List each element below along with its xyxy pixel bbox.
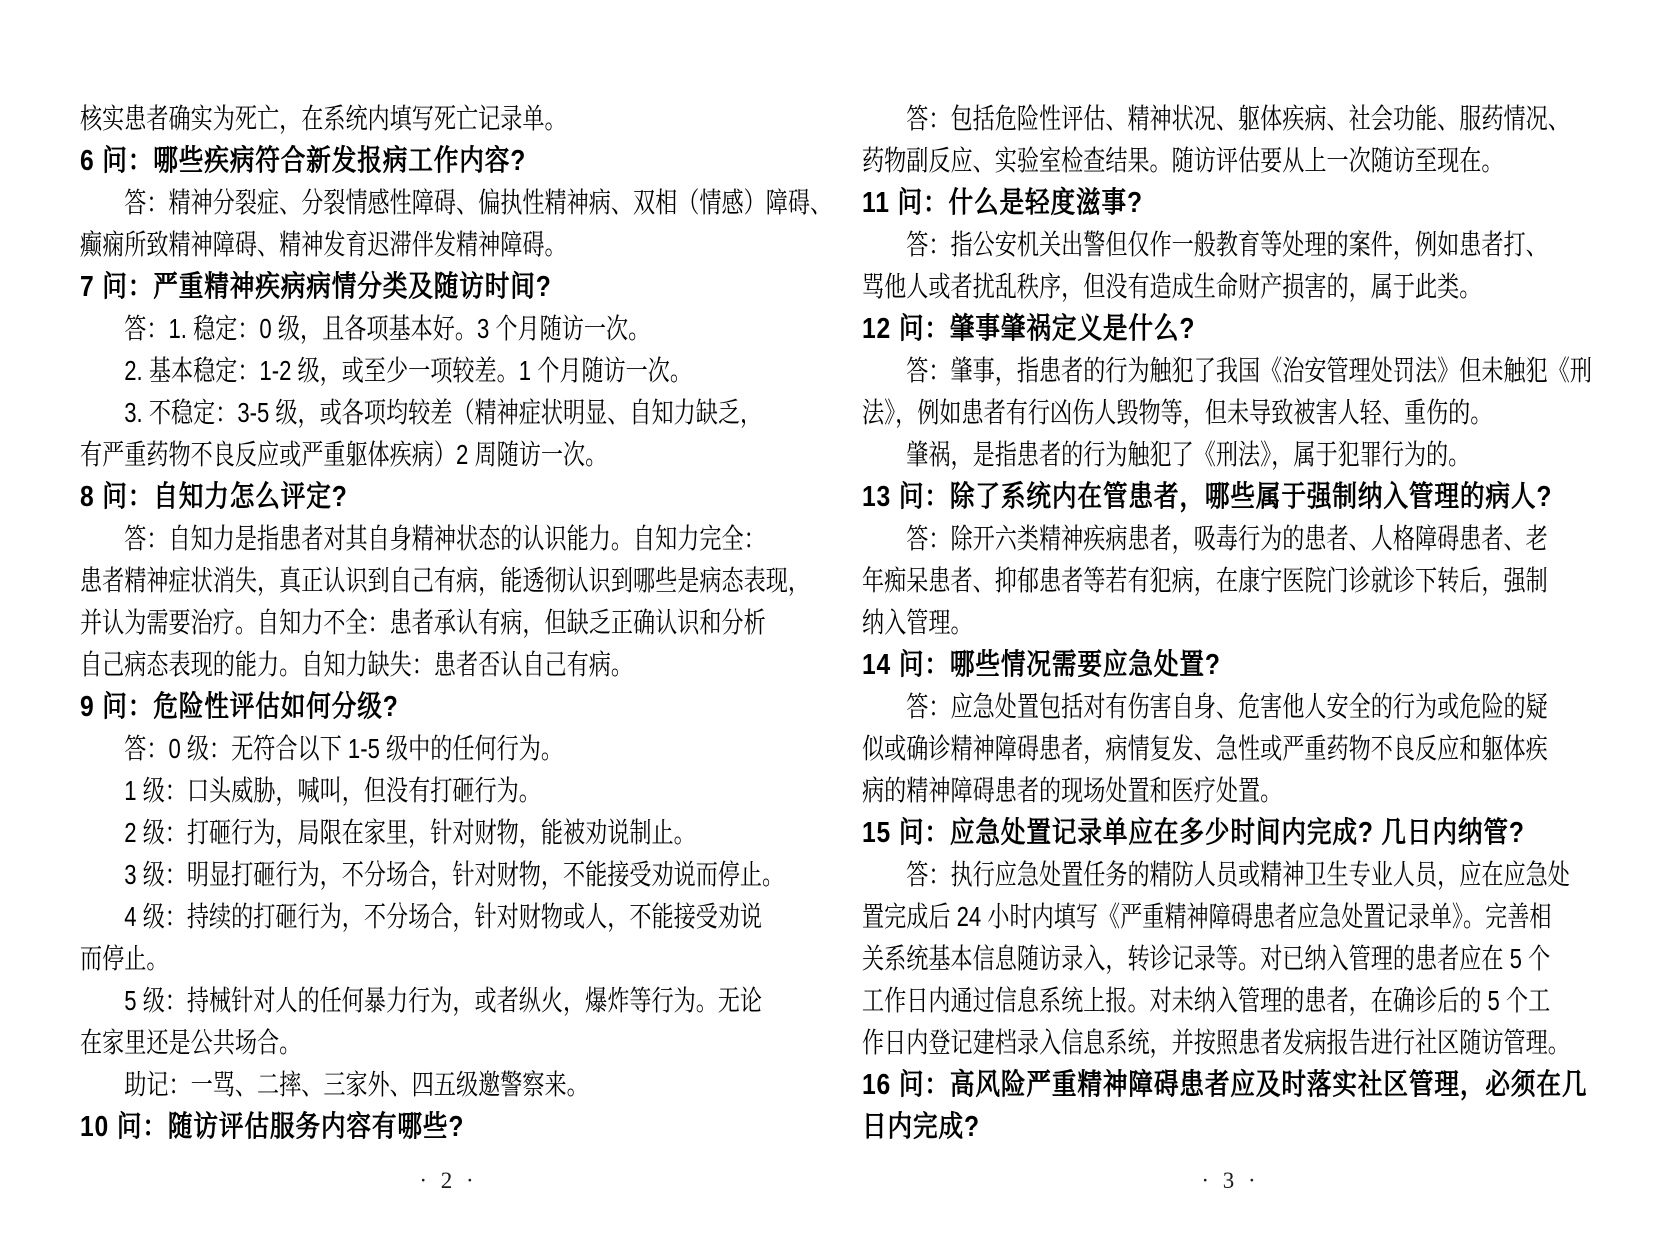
question-heading: 13 问：除了系统内在管患者，哪些属于强制纳入管理的病人? [862,481,1553,513]
page-3-number: · 3 · [1201,1168,1260,1193]
body-line: 病的精神障碍患者的现场处置和医疗处置。 [862,775,1283,806]
body-line: 答：指公安机关出警但仅作一般教育等处理的案件，例如患者打、 [906,229,1548,260]
body-line: 年痴呆患者、抑郁患者等若有犯病，在康宁医院门诊就诊下转后，强制 [862,565,1548,596]
body-line: 2. 基本稳定：1-2 级，或至少一项较差。1 个月随访一次。 [124,355,693,386]
body-line: 答：肇事，指患者的行为触犯了我国《治安管理处罚法》但未触犯《刑 [906,355,1592,386]
body-line: 答：精神分裂症、分裂情感性障碍、偏执性精神病、双相（情感）障碍、 [124,187,833,218]
body-line: 似或确诊精神障碍患者，病情复发、急性或严重药物不良反应和躯体疾 [862,733,1548,764]
body-line: 作日内登记建档录入信息系统，并按照患者发病报告进行社区随访管理。 [862,1027,1570,1058]
body-line: 关系统基本信息随访录入，转诊记录等。对已纳入管理的患者应在 5 个 [862,943,1551,974]
body-line: 并认为需要治疗。自知力不全：患者承认有病，但缺乏正确认识和分析 [80,607,766,638]
question-heading: 8 问：自知力怎么评定? [80,481,348,513]
body-line: 答：应急处置包括对有伤害自身、危害他人安全的行为或危险的疑 [906,691,1548,722]
body-line: 答：执行应急处置任务的精防人员或精神卫生专业人员，应在应急处 [906,859,1570,890]
body-line: 3. 不稳定：3-5 级，或各项均较差（精神症状明显、自知力缺乏， [124,397,763,428]
question-heading: 6 问：哪些疾病符合新发报病工作内容? [80,145,527,177]
body-line: 药物副反应、实验室检查结果。随访评估要从上一次随访至现在。 [862,145,1504,176]
question-heading: 15 问：应急处置记录单应在多少时间内完成? 几日内纳管? [862,817,1525,849]
body-line: 纳入管理。 [862,607,973,638]
body-line: 有严重药物不良反应或严重躯体疾病）2 周随访一次。 [80,439,608,470]
body-line: 置完成后 24 小时内填写《严重精神障碍患者应急处置记录单》。完善相 [862,901,1552,932]
body-line: 答：1. 稳定：0 级，且各项基本好。3 个月随访一次。 [124,313,651,344]
question-heading: 12 问：肇事肇祸定义是什么? [862,313,1196,345]
page-2-lines [80,98,833,1148]
body-line: 1 级：口头威胁，喊叫，但没有打砸行为。 [124,775,541,806]
question-heading: 7 问：严重精神疾病病情分类及随访时间? [80,271,552,303]
body-line: 自己病态表现的能力。自知力缺失：患者否认自己有病。 [80,649,634,680]
page-3 [862,0,1599,1240]
body-line: 答：自知力是指患者对其自身精神状态的认识能力。自知力完全： [124,523,766,554]
body-line: 法》，例如患者有行凶伤人毁物等，但未导致被害人轻、重伤的。 [862,397,1493,428]
body-line: 助记：一骂、二摔、三家外、四五级邀警察来。 [124,1069,589,1100]
body-line: 答：包括危险性评估、精神状况、躯体疾病、社会功能、服药情况、 [906,103,1570,134]
body-line: 答：0 级：无符合以下 1-5 级中的任何行为。 [124,733,563,764]
question-heading: 日内完成? [862,1111,980,1143]
page-2-number: · 2 · [419,1168,478,1193]
body-line: 核实患者确实为死亡，在系统内填写死亡记录单。 [80,103,567,134]
body-line: 肇祸，是指患者的行为触犯了《刑法》，属于犯罪行为的。 [906,439,1471,470]
body-line: 5 级：持械针对人的任何暴力行为，或者纵火，爆炸等行为。无论 [124,985,763,1016]
question-heading: 10 问：随访评估服务内容有哪些? [80,1111,465,1143]
question-heading: 16 问：高风险严重精神障碍患者应及时落实社区管理，必须在几 [862,1069,1588,1101]
page-3-lines [862,98,1599,1148]
page-2 [80,0,833,1240]
question-heading: 11 问：什么是轻度滋事? [862,187,1143,219]
question-heading: 9 问：危险性评估如何分级? [80,691,399,723]
body-line: 答：除开六类精神疾病患者，吸毒行为的患者、人格障碍患者、老 [906,523,1548,554]
body-line: 骂他人或者扰乱秩序，但没有造成生命财产损害的，属于此类。 [862,271,1482,302]
body-line: 患者精神症状消失，真正认识到自己有病，能透彻认识到哪些是病态表现， [80,565,810,596]
body-line: 4 级：持续的打砸行为，不分场合，针对财物或人，不能接受劝说 [124,901,763,932]
question-heading: 14 问：哪些情况需要应急处置? [862,649,1221,681]
body-line: 工作日内通过信息系统上报。对未纳入管理的患者，在确诊后的 5 个工 [862,985,1551,1016]
body-line: 3 级：明显打砸行为，不分场合，针对财物，不能接受劝说而停止。 [124,859,785,890]
body-line: 癫痫所致精神障碍、精神发育迟滞伴发精神障碍。 [80,229,567,260]
body-line: 2 级：打砸行为，局限在家里，针对财物，能被劝说制止。 [124,817,696,848]
body-line: 而停止。 [80,943,169,974]
body-line: 在家里还是公共场合。 [80,1027,302,1058]
